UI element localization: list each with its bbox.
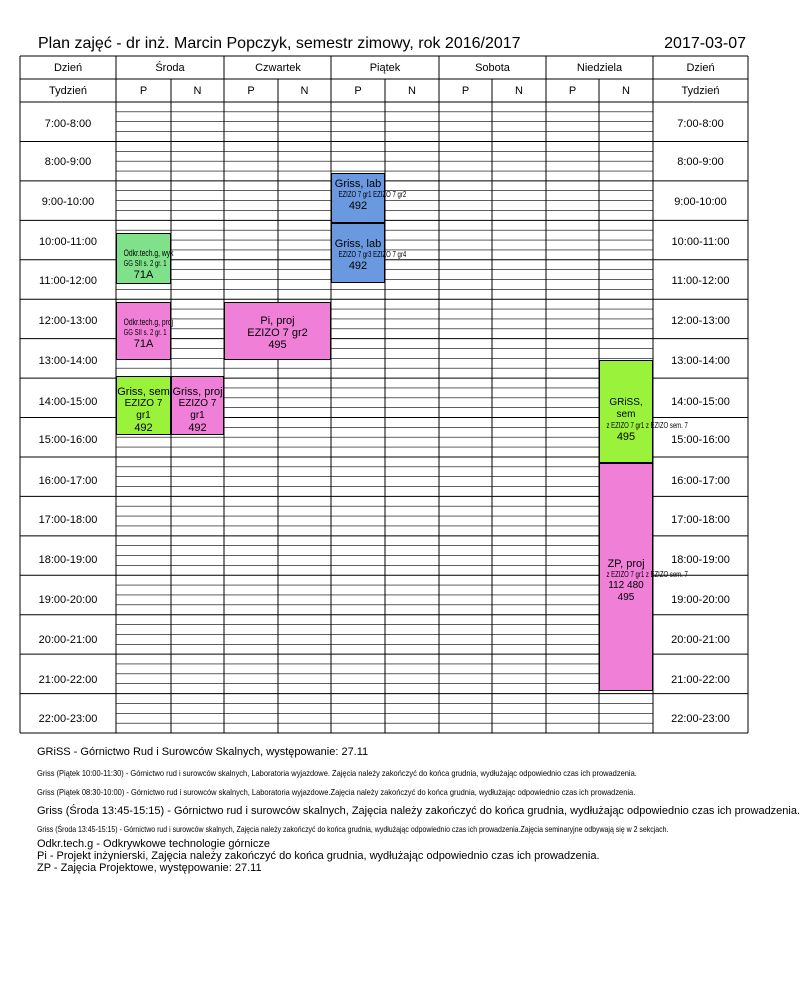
hour-label-right: 19:00-20:00	[671, 594, 730, 606]
event-group: GG SII s. 2 gr. 1	[123, 328, 167, 337]
hour-label-left: 19:00-20:00	[38, 594, 98, 606]
hour-label-left: 20:00-21:00	[38, 634, 98, 646]
week-p-sunday: P	[568, 85, 577, 97]
event-room: 492	[134, 422, 153, 434]
hour-label-left: 18:00-19:00	[38, 554, 98, 566]
week-n-sunday: N	[622, 85, 630, 97]
event-group: z EZIZO 7 gr1 z EZIZO sem. 7	[606, 570, 688, 579]
event-group: EZIZO 7 gr1	[124, 398, 163, 421]
day-header-thursday: Czwartek	[255, 62, 301, 74]
legend-line: Griss (Piątek 08:30-10:00) - Górnictwo rud i surowców skalnych, Laboratoria wyjazdowe.Zajęcia należy zakończyć do końca grudnia, wydłużając odpowiednio czas ich prowadzenia.	[37, 787, 636, 797]
day-header-right: Dzień	[686, 62, 715, 74]
event-block[interactable]	[224, 302, 331, 360]
legend-line: Griss (Środa 13:45-15:15) - Górnictwo rud i surowców skalnych, Zajęcia należy zakończyć do końca grudnia, wydłużając odpowiednio czas ich prowadzenia.Zajęcia seminaryjne odbywają się w 2 sekcjach.	[37, 824, 669, 834]
event-title: Griss, lab	[334, 238, 382, 250]
event-block[interactable]	[116, 302, 174, 360]
hour-label-left: 11:00-12:00	[39, 275, 97, 287]
hour-label-right: 9:00-10:00	[674, 196, 727, 208]
event-group: GG SII s. 2 gr. 1	[123, 259, 167, 268]
hour-label-right: 10:00-11:00	[671, 236, 730, 248]
event-room: 495	[616, 431, 636, 443]
hour-label-left: 9:00-10:00	[41, 196, 95, 208]
hour-label-right: 14:00-15:00	[671, 396, 730, 408]
event-group: z EZIZO 7 gr1 z EZIZO sem. 7	[606, 421, 688, 430]
event-block[interactable]	[331, 223, 407, 283]
day-header-left: Dzień	[53, 62, 83, 74]
hour-label-right: 22:00-23:00	[671, 713, 730, 725]
day-header-saturday: Sobota	[475, 62, 510, 74]
event-room: 492	[348, 200, 368, 212]
event-title: Griss, lab	[334, 178, 382, 190]
legend-line: Griss (Piątek 10:00-11:30) - Górnictwo rud i surowców skalnych, Laboratoria wyjazdowe. Zajęcia należy zakończyć do końca grudnia, wydłużając odpowiednio czas ich prowadzenia.	[37, 768, 637, 778]
event-room: 71A	[133, 338, 154, 350]
week-p-thursday: P	[247, 85, 255, 97]
event-group: EZIZO 7 gr1 EZIZO 7 gr2	[338, 190, 407, 199]
event-room: 492	[188, 422, 207, 434]
event-block[interactable]	[599, 360, 688, 463]
hour-label-left: 15:00-16:00	[38, 434, 98, 446]
hour-label-right: 11:00-12:00	[671, 275, 730, 287]
hour-label-left: 13:00-14:00	[38, 355, 98, 367]
hour-label-right: 13:00-14:00	[671, 355, 730, 367]
week-n-friday: N	[408, 85, 416, 97]
hour-label-right: 16:00-17:00	[671, 475, 730, 487]
hour-label-left: 12:00-13:00	[38, 315, 98, 327]
event-room: 495	[268, 339, 287, 351]
legend-line: Griss (Środa 13:45-15:15) - Górnictwo rud i surowców skalnych, Zajęcia należy zakończyć do końca grudnia, wydłużając odpowiednio czas ich prowadzenia.	[37, 805, 800, 817]
hour-label-right: 15:00-16:00	[671, 434, 730, 446]
event-title: Griss, sem	[117, 386, 170, 398]
event-title: ZP, proj	[607, 558, 645, 570]
day-header-friday: Piątek	[369, 62, 401, 74]
hour-label-right: 18:00-19:00	[671, 554, 730, 566]
week-p-wednesday: P	[139, 85, 148, 97]
week-header-left: Tydzień	[49, 85, 87, 97]
hour-label-right: 7:00-8:00	[677, 118, 724, 130]
hour-label-left: 21:00-22:00	[38, 674, 98, 686]
week-n-thursday: N	[300, 85, 309, 97]
hour-label-right: 12:00-13:00	[671, 315, 730, 327]
event-block[interactable]	[331, 173, 407, 223]
event-block[interactable]	[116, 376, 171, 435]
event-title: Griss, proj	[172, 386, 223, 398]
hour-label-left: 16:00-17:00	[38, 475, 98, 487]
hour-label-left: 8:00-9:00	[44, 156, 92, 168]
legend-line: GRiSS - Górnictwo Rud i Surowców Skalnych, występowanie: 27.11	[37, 746, 369, 758]
event-room: 112 480 495	[608, 580, 644, 603]
legend-line: ZP - Zajęcia Projektowe, występowanie: 27.11	[37, 862, 262, 874]
legend-line: Odkr.tech.g - Odkrywkowe technologie górnicze	[37, 838, 270, 850]
event-title: Odkr.tech.g, wyk	[123, 248, 174, 258]
hour-label-left: 10:00-11:00	[39, 236, 97, 248]
week-header-right: Tydzień	[681, 85, 720, 97]
event-block[interactable]	[599, 463, 688, 691]
event-group: EZIZO 7 gr3 EZIZO 7 gr4	[338, 250, 407, 259]
day-header-wednesday: Środa	[155, 62, 185, 74]
event-block[interactable]	[171, 376, 224, 435]
hour-label-right: 20:00-21:00	[671, 634, 730, 646]
week-n-saturday: N	[515, 85, 523, 97]
schedule-date: 2017-03-07	[664, 35, 746, 52]
event-group: EZIZO 7 gr2	[247, 327, 308, 339]
week-n-wednesday: N	[193, 85, 202, 97]
hour-label-right: 8:00-9:00	[677, 156, 724, 168]
event-title: GRiSS, sem	[609, 397, 643, 420]
hour-label-left: 17:00-18:00	[38, 514, 98, 526]
hour-label-left: 7:00-8:00	[44, 118, 92, 130]
hour-label-right: 17:00-18:00	[671, 514, 730, 526]
page-title: Plan zajęć - dr inż. Marcin Popczyk, semestr zimowy, rok 2016/2017	[38, 35, 521, 52]
hour-label-right: 21:00-22:00	[671, 674, 730, 686]
legend-line: Pi - Projekt inżynierski, Zajęcia należy zakończyć do końca grudnia, wydłużając odpowiednio czas ich prowadzenia.	[37, 850, 600, 862]
event-room: 71A	[133, 269, 154, 281]
week-p-friday: P	[354, 85, 362, 97]
hour-label-left: 14:00-15:00	[38, 396, 98, 408]
event-block[interactable]	[116, 233, 174, 284]
event-title: Odkr.tech.g, proj	[123, 317, 174, 327]
event-group: EZIZO 7 gr1	[178, 398, 217, 421]
hour-label-left: 22:00-23:00	[38, 713, 98, 725]
event-title: Pi, proj	[260, 315, 295, 327]
event-room: 492	[348, 260, 368, 272]
day-header-sunday: Niedziela	[576, 62, 623, 74]
week-p-saturday: P	[461, 85, 470, 97]
